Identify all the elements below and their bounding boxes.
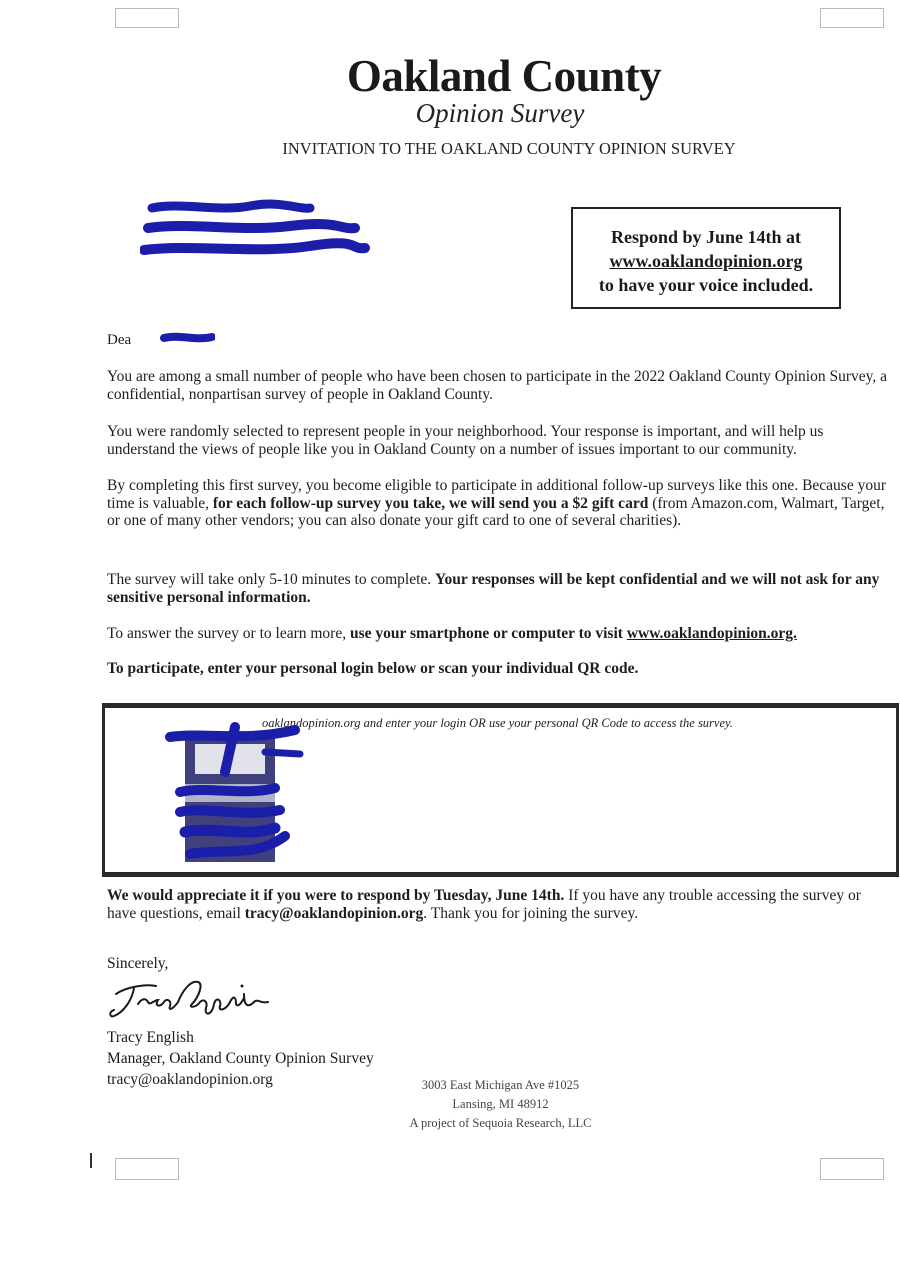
paragraph-follow-up: By completing this first survey, you become eligible to participate in additional follow-up surveys like this one. Because your time is valuable, for each follow-up survey you take, we will send you a $2 gift card (from Amazon.com, Walmart, Target, or one of many other vendors; you can also donate your gift card to one of several charities). <box>107 477 886 529</box>
invitation-heading: INVITATION TO THE OAKLAND COUNTY OPINION SURVEY <box>282 139 736 158</box>
scan-edge-mark <box>90 1153 92 1168</box>
paragraph-time: The survey will take only 5-10 minutes to complete. Your responses will be kept confidential and we will not ask for any sensitive personal information. <box>107 571 880 606</box>
login-instruction: oaklandopinion.org and enter your login OR use your personal QR Code to access the survey. <box>262 716 733 730</box>
paragraph-visit: To answer the survey or to learn more, use your smartphone or computer to visit www.oaklandopinion.org. <box>107 625 797 642</box>
survey-link[interactable]: www.oaklandopinion.org. <box>626 625 797 642</box>
document-title: Oakland County <box>346 51 662 101</box>
redacted-qr-code <box>165 722 305 867</box>
signature-block <box>107 1027 374 1090</box>
paragraph-participate: To participate, enter your personal login below or scan your individual QR code. <box>107 660 639 677</box>
scan-marker-top-right <box>820 8 884 28</box>
paragraph-respond-by: We would appreciate it if you were to respond by Tuesday, June 14th. If you have any trouble accessing the survey or have questions, email tracy@oaklandopinion.org. Thank you for joining the survey. <box>107 887 861 922</box>
respond-url[interactable]: www.oaklandopinion.org <box>609 251 803 271</box>
scan-marker-bottom-right <box>820 1158 884 1180</box>
respond-line-3: to have your voice included. <box>598 275 814 295</box>
footer-project: A project of Sequoia Research, LLC <box>409 1116 592 1130</box>
scan-marker-bottom-left <box>115 1158 179 1180</box>
footer-address-line-1: 3003 East Michigan Ave #1025 <box>421 1078 580 1092</box>
contact-email-inline[interactable]: tracy@oaklandopinion.org <box>244 904 424 922</box>
closing: Sincerely, <box>107 955 169 972</box>
signature <box>108 972 273 1022</box>
redacted-name <box>160 331 215 345</box>
signer-name: Tracy English <box>107 1029 194 1046</box>
redacted-address <box>140 198 370 260</box>
document-subtitle: Opinion Survey <box>415 98 585 128</box>
salutation: Dea <box>107 332 132 348</box>
signer-email[interactable]: tracy@oaklandopinion.org <box>107 1071 273 1088</box>
scan-marker-top-left <box>115 8 179 28</box>
paragraph-selected: You are among a small number of people who have been chosen to participate in the 2022 Oakland County Opinion Survey, a confidential, nonpartisan survey of people in Oakland County. <box>107 368 887 403</box>
respond-line-1: Respond by June 14th at <box>610 227 802 247</box>
footer-address-line-2: Lansing, MI 48912 <box>452 1097 549 1111</box>
signer-title: Manager, Oakland County Opinion Survey <box>107 1050 374 1067</box>
respond-deadline-box <box>571 207 841 309</box>
paragraph-random: You were randomly selected to represent people in your neighborhood. Your response is important, and will help us understand the views of people like you in Oakland County on a number of issues important to our community. <box>107 423 824 458</box>
